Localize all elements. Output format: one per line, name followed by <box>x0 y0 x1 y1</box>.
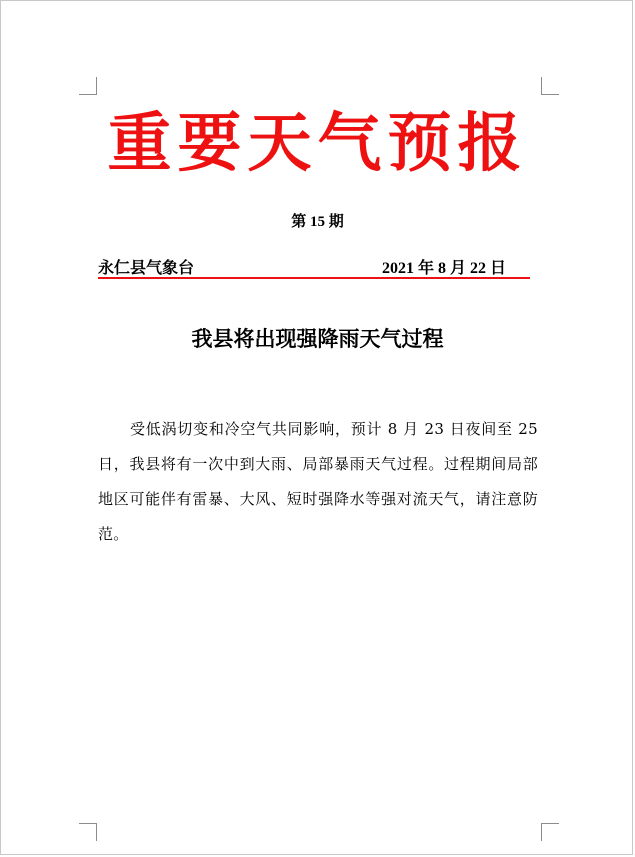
masthead-title: 重要天气预报 <box>107 106 528 181</box>
issue-number: 第 15 期 <box>291 214 344 230</box>
corner-mark-top-left <box>79 77 97 95</box>
issuer-name: 永仁县气象台 <box>98 258 195 277</box>
corner-mark-bottom-right <box>541 823 559 841</box>
issue-date: 2021 年 8 月 22 日 <box>382 260 507 277</box>
corner-mark-top-right <box>541 77 559 95</box>
red-divider-line <box>98 277 530 279</box>
document-headline: 我县将出现强降雨天气过程 <box>191 326 444 351</box>
body-paragraph: 受低涡切变和冷空气共同影响，预计 8 月 23 日夜间至 25 日，我县将有一次中到大雨、局部暴雨天气过程。过程期间局部地区可能伴有雷暴、大风、短时强降水等强对流天气，请注意防范。 <box>98 420 538 543</box>
corner-mark-bottom-left <box>79 823 97 841</box>
